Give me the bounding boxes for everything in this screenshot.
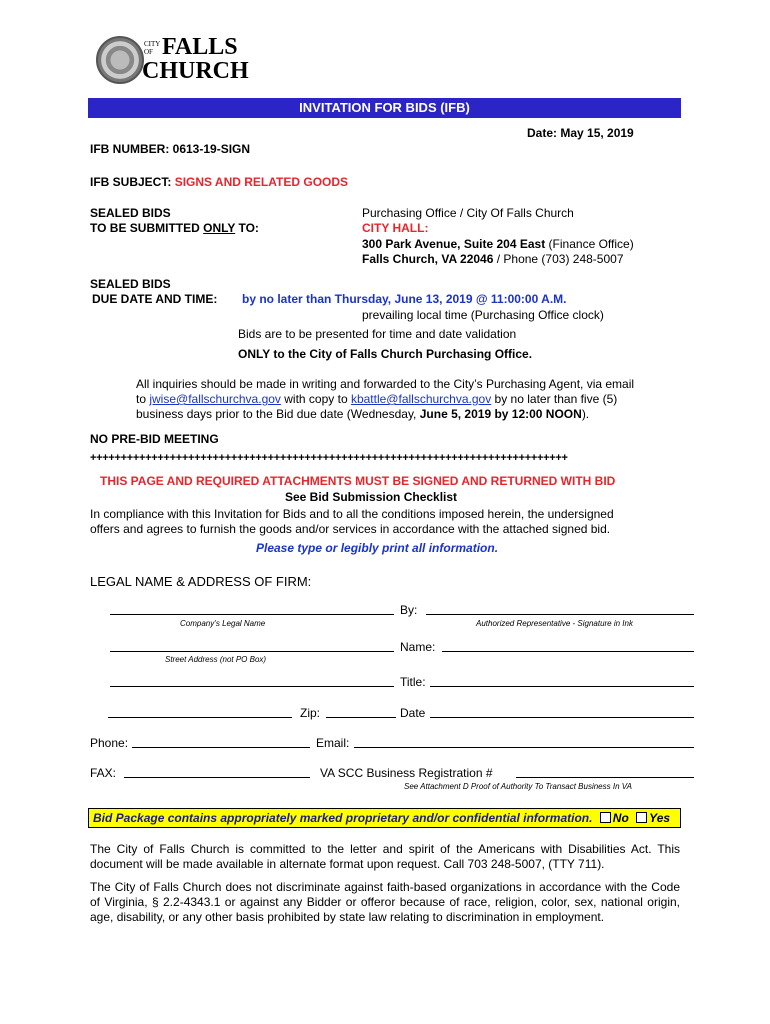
page-title-banner: INVITATION FOR BIDS (IFB) [88, 98, 681, 118]
title-field[interactable] [430, 686, 694, 687]
only-to-text: ONLY to the City of Falls Church Purchasing Office [238, 347, 529, 361]
due-date-label: DUE DATE AND TIME: [92, 292, 218, 306]
title-label: Title: [400, 675, 426, 689]
plus-separator: ++++++++++++++++++++++++++++++++++++++++++++++++++++++++++++++++++++++++++++++ [90, 452, 568, 464]
only-to-note: ONLY to the City of Falls Church Purchasing Office. [238, 347, 533, 361]
compliance-line-2: offers and agrees to furnish the goods and/or services in accordance with the attached signed bid. [90, 522, 611, 536]
city-bold: Falls Church, VA 22046 [362, 252, 494, 266]
city-seal-logo [96, 36, 144, 84]
logo-city-of: CITY OF [144, 40, 161, 56]
inquiries-line-3 [136, 407, 589, 421]
phone-field[interactable] [132, 747, 310, 748]
date-field[interactable] [430, 717, 694, 718]
zip-label: Zip: [300, 706, 321, 720]
yes-checkbox[interactable] [636, 812, 647, 823]
yes-label: Yes [649, 811, 671, 825]
fax-label: FAX: [90, 766, 117, 780]
ifb-subject-label: IFB SUBJECT: [90, 175, 172, 189]
va-scc-label: VA SCC Business Registration # [320, 766, 493, 780]
submission-checklist-note: See Bid Submission Checklist [285, 490, 458, 504]
address-line-2-field[interactable] [110, 686, 394, 687]
zip-field[interactable] [326, 717, 396, 718]
city-hall-label: CITY HALL: [362, 221, 429, 235]
logo-church: CHURCH [142, 58, 249, 84]
inquiries-by-no-later: by no later than five (5) [491, 392, 618, 406]
ifb-number: IFB NUMBER: 0613-19-SIGN [90, 142, 251, 156]
phone-label: Phone: [90, 736, 129, 750]
name-field[interactable] [442, 651, 694, 652]
bid-package-notice [88, 808, 681, 828]
to-be-submitted-pre: TO BE SUBMITTED [90, 221, 204, 235]
inquiries-with-copy: with copy to [280, 392, 351, 406]
date-field-label: Date [400, 706, 426, 720]
ifb-subject-value: SIGNS AND RELATED GOODS [174, 175, 349, 189]
return-notice: THIS PAGE AND REQUIRED ATTACHMENTS MUST BE SIGNED AND RETURNED WITH BID [100, 474, 616, 488]
company-legal-name-caption: Company’s Legal Name [180, 619, 266, 628]
presented-note: Bids are to be presented for time and date validation [238, 327, 517, 341]
city-state-field[interactable] [108, 717, 292, 718]
inquiries-line3-post: ). [581, 407, 590, 421]
compliance-line-1: In compliance with this Invitation for Bids and to all the conditions imposed herein, the undersigned [90, 507, 614, 521]
bid-package-text: Bid Package contains appropriately marked proprietary and/or confidential information. [93, 811, 593, 825]
email-label: Email: [316, 736, 350, 750]
email-field[interactable] [354, 747, 694, 748]
clock-note: prevailing local time (Purchasing Office clock) [362, 308, 604, 322]
legal-name-heading: LEGAL NAME & ADDRESS OF FIRM: [90, 574, 312, 589]
inquiries-line3-pre: business days prior to the Bid due date (Wednesday, [136, 407, 420, 421]
inquiries-to: to [136, 392, 150, 406]
signature-field[interactable] [426, 614, 694, 615]
nondiscrimination-paragraph: The City of Falls Church does not discriminate against faith-based organizations in accordance with the Code of Virginia, § 2.2-4343.1 or against any Bidder or offeror because of race, religion, color, sex, national origin, age, disability, or any other basis prohibited by state law relating to discrimination in employment. [90, 880, 680, 924]
inquiries-line3-bold: June 5, 2019 by 12:00 NOON [419, 407, 582, 421]
city-line [362, 252, 624, 266]
ada-paragraph: The City of Falls Church is committed to the letter and spirit of the Americans with Disabilities Act. This document will be made available in alternate format upon request. Call 703 248-5007, (TTY 711). [90, 842, 680, 871]
by-label: By: [400, 603, 418, 617]
to-be-submitted-post: TO: [235, 221, 259, 235]
address-rest: (Finance Office) [545, 237, 634, 251]
no-label: No [612, 811, 629, 825]
inquiries-line-2 [136, 392, 617, 406]
please-type-note: Please type or legibly print all information. [256, 541, 499, 555]
email-link-kbattle[interactable]: kbattle@fallschurchva.gov [350, 392, 492, 406]
city-rest: / Phone (703) 248-5007 [493, 252, 624, 266]
see-attachment-d-note: See Attachment D Proof of Authority To Transact Business In VA [404, 782, 632, 791]
no-checkbox[interactable] [600, 812, 611, 823]
due-sealed-bids: SEALED BIDS [90, 277, 171, 291]
authorized-rep-caption: Authorized Representative - Signature in Ink [476, 619, 633, 628]
address-bold: 300 Park Avenue, Suite 204 East [362, 237, 546, 251]
sealed-bids-label: SEALED BIDS [90, 206, 171, 220]
email-link-jwise[interactable]: jwise@fallschurchva.gov [149, 392, 281, 406]
name-label: Name: [400, 640, 436, 654]
purchasing-office-line: Purchasing Office / City Of Falls Church [362, 206, 574, 220]
date-label: Date: May 15, 2019 [527, 126, 634, 140]
only-underlined: ONLY [203, 221, 236, 235]
to-be-submitted-label [90, 221, 259, 235]
ifb-subject [90, 175, 348, 189]
company-legal-name-field[interactable] [110, 614, 394, 615]
address-line [362, 237, 634, 251]
logo-falls: FALLS [162, 34, 238, 60]
street-address-field[interactable] [110, 651, 394, 652]
street-address-caption: Street Address (not PO Box) [165, 655, 267, 664]
due-date-value: by no later than Thursday, June 13, 2019 @ 11:00:00 A.M. [242, 292, 567, 306]
fax-field[interactable] [124, 777, 310, 778]
no-prebid-meeting: NO PRE-BID MEETING [90, 432, 219, 446]
inquiries-line-1: All inquiries should be made in writing and forwarded to the City’s Purchasing Agent, via email [136, 377, 635, 391]
va-scc-field[interactable] [516, 777, 694, 778]
